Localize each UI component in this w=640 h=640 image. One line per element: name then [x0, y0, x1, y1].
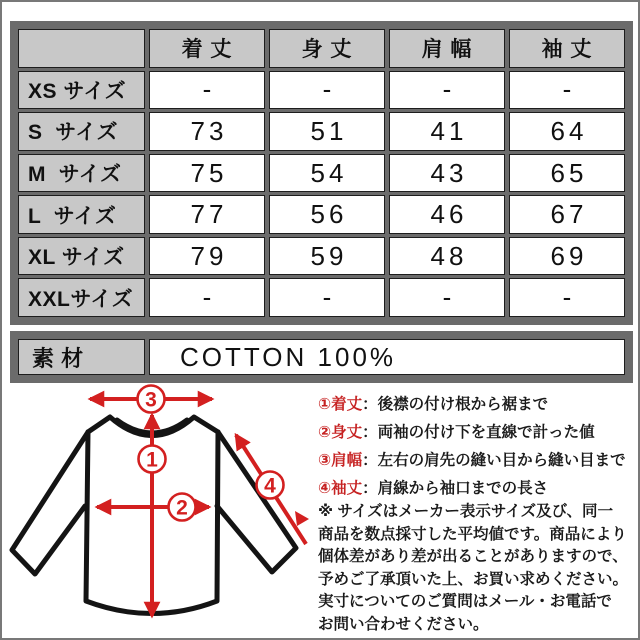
col-header-trunk-length: 身 丈: [269, 29, 385, 68]
size-cell: 77: [149, 195, 265, 234]
note-line: ※ サイズはメーカー表示サイズ及び、同一: [318, 503, 613, 520]
row-label: XS サイズ: [18, 71, 145, 110]
size-cell: 75: [149, 154, 265, 193]
size-row-l: [18, 195, 625, 234]
size-cell: -: [149, 71, 265, 110]
size-row-xs: [18, 71, 625, 110]
material-value: COTTON 100%: [149, 339, 625, 375]
legend-desc: ：左右の肩先の縫い目から縫い目まで: [362, 452, 626, 469]
material-table: [10, 331, 633, 383]
measurement-legend: [318, 391, 636, 503]
size-cell: 54: [269, 154, 385, 193]
size-cell: 79: [149, 237, 265, 276]
size-cell: 64: [509, 112, 625, 151]
size-cell: 73: [149, 112, 265, 151]
row-label: L サイズ: [18, 195, 145, 234]
size-disclaimer-note: [318, 501, 638, 636]
sleeve-arrowhead: [295, 511, 309, 526]
note-line: お問い合わせください。: [318, 615, 489, 633]
col-header-sleeve-length: 袖 丈: [509, 29, 625, 68]
measurement-arrows: [90, 399, 309, 616]
size-table: [10, 21, 633, 325]
size-cell: -: [389, 278, 505, 317]
legend-desc: ：両袖の付け下を直線で計った値: [362, 424, 595, 441]
size-cell: -: [269, 71, 385, 110]
legend-item-sleeve-length: [318, 475, 636, 503]
shirt-measurement-diagram: [0, 384, 320, 640]
legend-label: ②身丈: [318, 424, 363, 441]
legend-label: ③肩幅: [318, 452, 363, 469]
row-label: XXLサイズ: [18, 278, 145, 317]
marker-2-number: 2: [176, 496, 188, 520]
row-label: M サイズ: [18, 154, 145, 193]
size-cell: -: [509, 278, 625, 317]
marker-4-number: 4: [264, 474, 276, 498]
col-header-body-length: 着 丈: [149, 29, 265, 68]
size-cell: 69: [509, 237, 625, 276]
legend-desc: ：肩線から袖口までの長さ: [362, 480, 549, 497]
legend-item-shoulder-width: [318, 447, 636, 475]
legend-label: ④袖丈: [318, 480, 363, 497]
note-line: 予めご了承頂いた上、お買い求めください。: [318, 570, 629, 588]
size-cell: 65: [509, 154, 625, 193]
legend-desc: ：後襟の付け根から裾まで: [362, 396, 549, 413]
col-header-shoulder-width: 肩 幅: [389, 29, 505, 68]
size-cell: -: [389, 71, 505, 110]
legend-item-trunk-length: [318, 419, 636, 447]
size-cell: -: [269, 278, 385, 317]
size-cell: 48: [389, 237, 505, 276]
size-row-m: [18, 154, 625, 193]
legend-label: ①着丈: [318, 396, 363, 413]
size-cell: 59: [269, 237, 385, 276]
size-row-xxl: [18, 278, 625, 317]
material-label: 素 材: [18, 339, 145, 375]
legend-item-body-length: [318, 391, 636, 419]
size-cell: 67: [509, 195, 625, 234]
table-corner-cell: [18, 29, 145, 68]
size-cell: 43: [389, 154, 505, 193]
size-cell: -: [509, 71, 625, 110]
note-line: 実寸についてのご質問はメール・お電話で: [318, 593, 612, 610]
size-cell: 56: [269, 195, 385, 234]
row-label: S サイズ: [18, 112, 145, 151]
size-cell: 51: [269, 112, 385, 151]
note-line: 商品を数点採寸した平均値です。商品により: [318, 525, 627, 543]
row-label: XL サイズ: [18, 237, 145, 276]
size-cell: -: [149, 278, 265, 317]
marker-1-number: 1: [146, 448, 158, 472]
size-table-header-row: [18, 29, 625, 68]
size-cell: 41: [389, 112, 505, 151]
note-line: 個体差があり差が出ることがありますので、: [318, 548, 628, 565]
size-cell: 46: [389, 195, 505, 234]
marker-3-number: 3: [145, 388, 157, 412]
size-row-xl: [18, 237, 625, 276]
size-row-s: [18, 112, 625, 151]
